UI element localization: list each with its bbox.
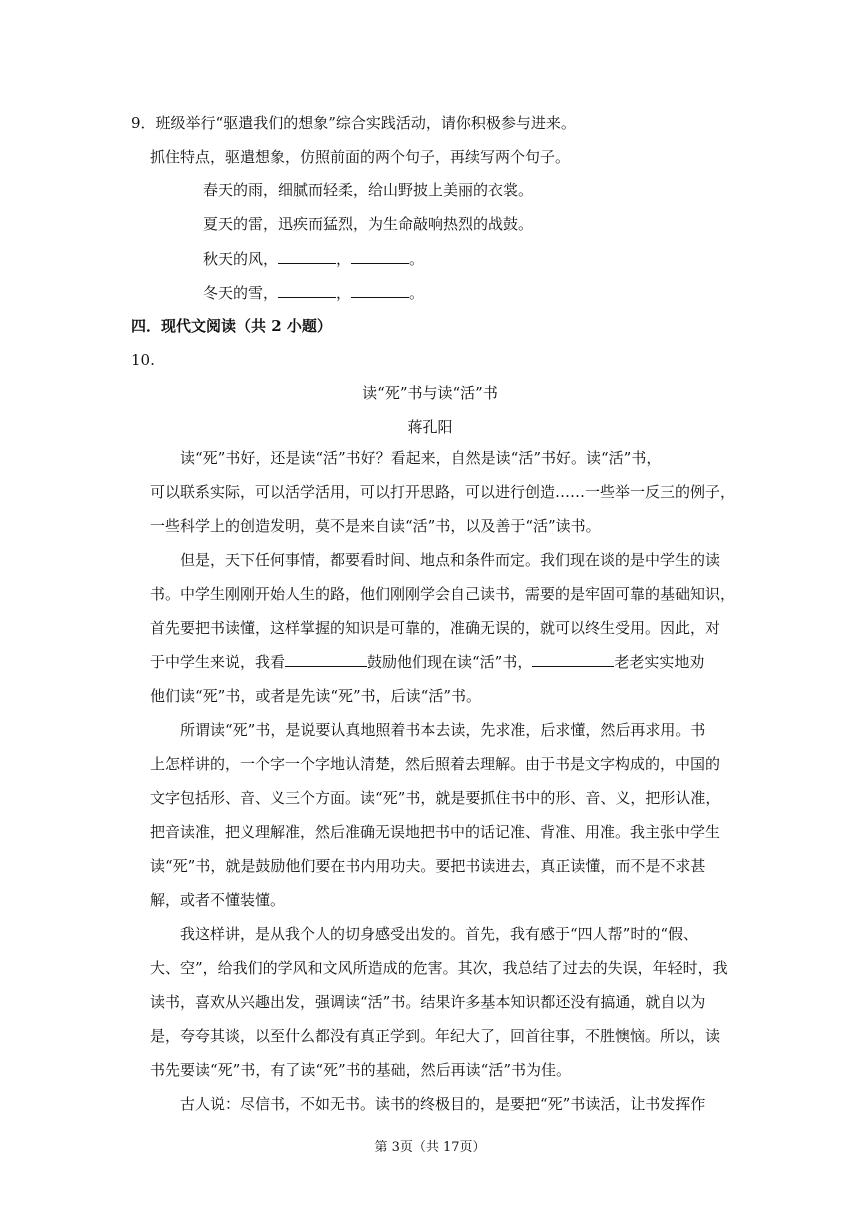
answer-blank[interactable] [532, 651, 614, 667]
paragraph-line: 所谓读“死”书，是说要认真地照着书本去读，先求准，后求懂，然后再求用。书 [180, 721, 706, 739]
text-segment: 老老实实地劝 [614, 653, 705, 671]
paragraph-line: 但是，天下任何事情，都要看时间、地点和条件而定。我们现在谈的是中学生的读 [180, 551, 721, 569]
paragraph-line: 文字包括形、音、义三个方面。读“死”书，就是要抓住书中的形、音、义，把形认准， [150, 789, 721, 807]
page-footer: 第 3页（共 17页） [374, 1140, 486, 1155]
text-segment: 于中学生来说，我看 [150, 653, 286, 671]
separator: ， [336, 284, 352, 302]
paragraph-1 [150, 441, 736, 543]
answer-blank[interactable] [351, 282, 409, 298]
text-segment: 鼓励他们现在读“活”书， [367, 653, 533, 671]
prompt-start: 秋天的风， [203, 250, 279, 268]
paragraph-line: 上怎样讲的，一个字一个字地认清楚，然后照着去理解。由于书是文字构成的，中国的 [150, 755, 721, 773]
paragraph-line: 他们读“死”书，或者是先读“死”书，后读“活”书。 [150, 687, 482, 705]
answer-blank[interactable] [278, 248, 336, 264]
prompt-start: 冬天的雪， [203, 284, 279, 302]
paragraph-3 [150, 713, 730, 917]
paragraph-line: 读书，喜欢从兴趣出发，强调读“活”书。结果许多基本知识都还没有搞通，就自以为 [150, 993, 706, 1011]
paragraph-2 [150, 543, 736, 713]
paragraph-line: 书先要读“死”书，有了读“死”书的基础，然后再读“活”书为佳。 [150, 1061, 572, 1079]
paragraph-line: 是，夸夸其谈，以至什么都没有真正学到。年纪大了，回首往事，不胜懊恼。所以，读 [150, 1027, 721, 1045]
paragraph-line: 大、空”，给我们的学风和文风所造成的危害。其次，我总结了过去的失误，年轻时，我 [150, 959, 728, 977]
example-sentence-1: 春天的雨，细腻而轻柔，给山野披上美丽的衣裳。 [203, 181, 534, 199]
article-author: 蒋孔阳 [407, 418, 453, 436]
question-9-title: 9．班级举行“驱遣我们的想象”综合实践活动，请你积极参与进来。 [131, 114, 576, 132]
prompt-sentence-winter [203, 282, 424, 303]
answer-blank[interactable] [285, 651, 367, 667]
example-sentence-2: 夏天的雷，迅疾而猛烈，为生命敲响热烈的战鼓。 [203, 215, 534, 233]
paragraph-line: 读“死”书好，还是读“活”书好？看起来，自然是读“活”书好。读“活”书， [180, 449, 662, 467]
paragraph-line: 一些科学上的创造发明，莫不是来自读“活”书，以及善于“活”读书。 [150, 517, 601, 535]
period: 。 [409, 284, 425, 302]
question-9-instruction: 抓住特点，驱遣想象，仿照前面的两个句子，再续写两个句子。 [150, 148, 571, 166]
answer-blank[interactable] [278, 282, 336, 298]
answer-blank[interactable] [351, 248, 409, 264]
paragraph-line: 可以联系实际，可以活学活用，可以打开思路，可以进行创造……一些举一反三的例子， [150, 483, 736, 501]
question-10-number: 10. [131, 351, 155, 369]
paragraph-line: 读“死”书，就是鼓励他们要在书内用功夫。要把书读进去，真正读懂，而不是不求甚 [150, 857, 706, 875]
article-title: 读“死”书与读“活”书 [362, 384, 498, 402]
separator: ， [336, 250, 352, 268]
paragraph-4 [150, 917, 730, 1087]
section-4-heading: 四．现代文阅读（共 2 小题） [131, 317, 332, 335]
paragraph-line: 古人说：尽信书，不如无书。读书的终极目的，是要把“死”书读活，让书发挥作 [180, 1095, 706, 1113]
paragraph-line: 书。中学生刚刚开始人生的路，他们刚刚学会自己读书，需要的是牢固可靠的基础知识， [150, 585, 736, 603]
paragraph-line-with-blanks [150, 645, 730, 679]
paragraph-line: 把音读准，把义理解准，然后准确无误地把书中的话记准、背准、用准。我主张中学生 [150, 823, 721, 841]
paragraph-line: 首先要把书读懂，这样掌握的知识是可靠的，准确无误的，就可以终生受用。因此，对 [150, 619, 721, 637]
prompt-sentence-autumn [203, 248, 424, 269]
paragraph-line: 解，或者不懂装懂。 [150, 891, 286, 909]
paragraph-5 [150, 1087, 730, 1121]
period: 。 [409, 250, 425, 268]
paragraph-line: 我这样讲，是从我个人的切身感受出发的。首先，我有感于“四人帮”时的“假、 [180, 925, 699, 943]
